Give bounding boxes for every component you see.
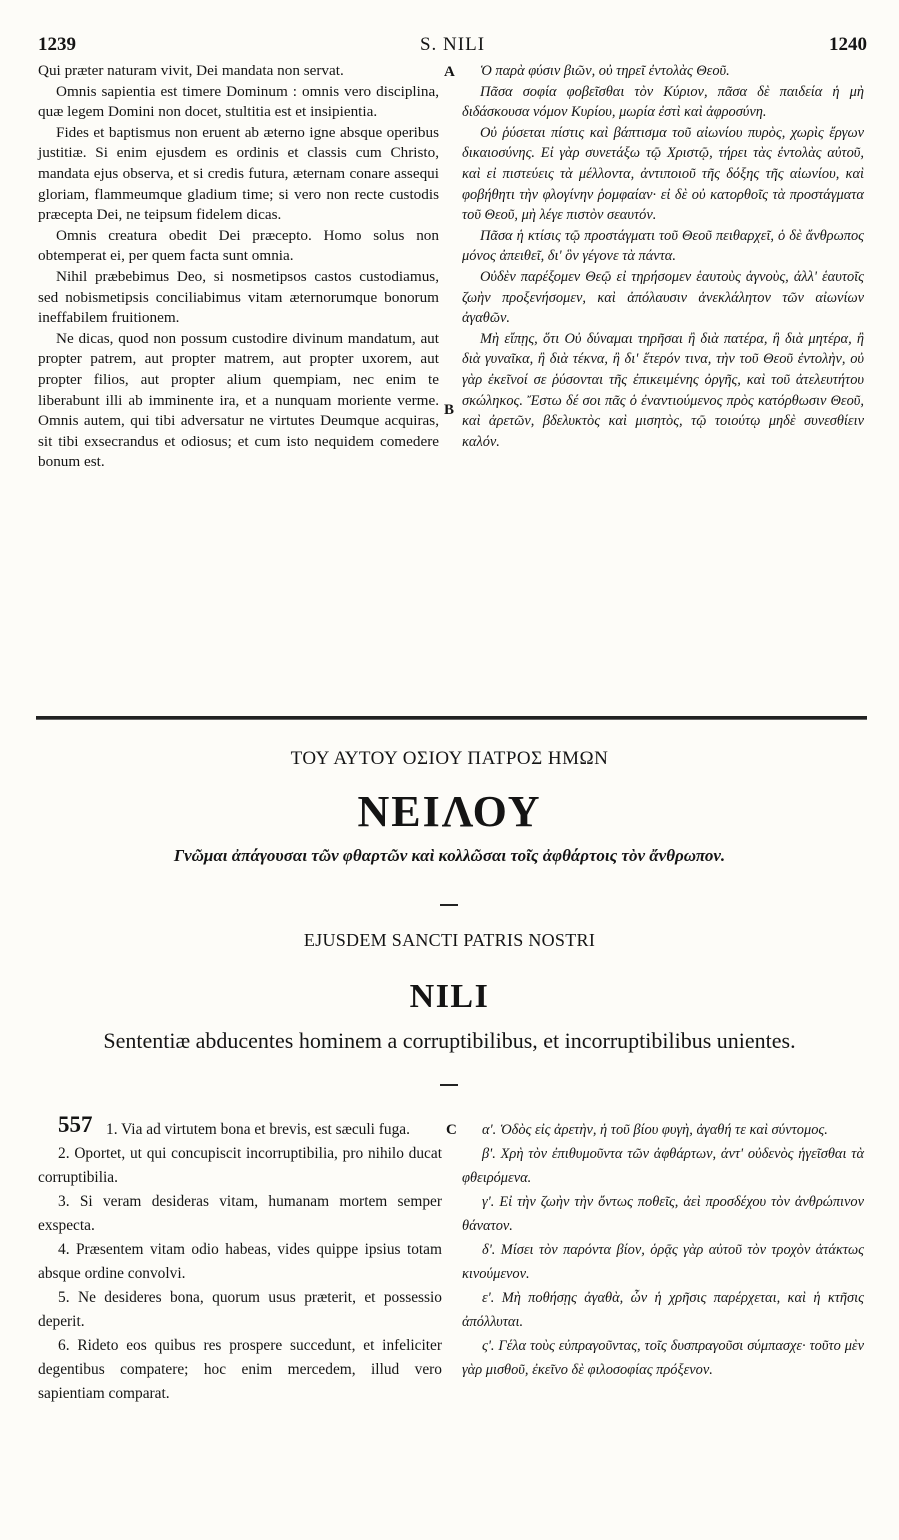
latin-sentence: 1. Via ad virtutem bona et brevis, est sæculi fuga. (106, 1121, 410, 1138)
greek-sentence: ς'. Γέλα τοὺς εὐπραγοῦντας, τοῖς δυσπραγοῦσι σύμπασχε· τοῦτο μὲν γὰρ μισθοῦ, ἐκεῖνο δὲ φιλοσοφίας πρόξενον. (462, 1338, 864, 1378)
latin-sentence: 3. Si veram desideras vitam, humanam mortem semper exspecta. (38, 1193, 442, 1234)
page-number-right: 1240 (829, 34, 867, 55)
greek-column-top (462, 61, 864, 452)
section-divider (36, 716, 867, 720)
running-header (38, 34, 867, 58)
latin-paragraph: Nihil præbebimus Deo, si nosmetipsos castos custodiamus, sed nobismetipsis conciliabimus vitam æternorumque bonorum ineffabilem fruitionem. (38, 267, 439, 327)
title-dash (440, 1084, 458, 1086)
greek-sentence: ε'. Μὴ ποθήσῃς ἀγαθὰ, ὧν ἡ χρῆσις παρέρχεται, καὶ ἡ κτῆσις ἀπόλλυται. (462, 1290, 864, 1330)
greek-sentences-column (462, 1118, 864, 1382)
greek-sentence: β'. Χρὴ τὸν ἐπιθυμοῦντα τῶν ἀφθάρτων, ἀντ' οὐδενὸς ἡγεῖσθαι τὰ φθειρόμενα. (462, 1146, 864, 1186)
page-number-left: 1239 (38, 34, 76, 55)
greek-paragraph: Οὐδὲν παρέξομεν Θεῷ εἰ τηρήσομεν ἑαυτοὺς ἁγνοὺς, ἀλλ' ἑαυτοῖς ζωὴν προξενήσομεν, καὶ ἀπόλαυσιν ἀνεκλάλητον τῶν αἰωνίων ἀγαθῶν. (462, 268, 864, 327)
greek-author-title: ΝΕΙΛΟΥ (357, 787, 542, 836)
latin-sentence: 2. Oportet, ut qui concupiscit incorruptibilia, pro nihilo ducat corruptibilia. (38, 1145, 442, 1186)
latin-sentences-column (38, 1118, 442, 1406)
greek-heading-line: ΤΟΥ ΑΥΤΟΥ ΟΣΙΟΥ ΠΑΤΡΟΣ ΗΜΩΝ (290, 748, 609, 769)
latin-author-title: NILI (409, 978, 490, 1015)
greek-paragraph: Πᾶσα σοφία φοβεῖσθαι τὸν Κύριον, πᾶσα δὲ παιδεία ἡ μὴ διδάσκουσα νόμον Κυρίου, μωρία ἐστὶ καὶ ἀφροσύνη. (462, 83, 864, 121)
greek-sentence: δ'. Μίσει τὸν παρόντα βίον, ὁρᾷς γὰρ αὐτοῦ τὸν τροχὸν ἀτάκτως κινούμενον. (462, 1242, 864, 1282)
greek-paragraph: Μὴ εἴπῃς, ὅτι Οὐ δύναμαι τηρῆσαι ἢ διὰ πατέρα, ἢ διὰ μητέρα, ἢ διὰ γυναῖκα, ἢ διὰ τέκνα, ἢ δι' ἕτερόν τινα, τὴν τοῦ Θεοῦ ἐντολὴν, οὐ γὰρ ἐκεῖνοί σε ῥύσονται τῆς ἐπικειμένης ὀργῆς, καὶ τοῦ ἀτελευτήτου σκώληκος. Ἔστω δέ σοι πᾶς ὁ ἐναντιούμενος πρὸς κατόρθωσιν Θεοῦ, καὶ ἀρετῶν, βδελυκτὸς καὶ μισητὸς, τῷ τοιούτῳ μηδὲ συνεσθίειν καλόν. (462, 330, 864, 450)
latin-subtitle: Sententiæ abducentes hominem a corruptibilibus, et incorruptibilibus unientes. (103, 1028, 796, 1053)
margin-marker-a: A (444, 64, 455, 80)
column-number: 557 (58, 1112, 93, 1137)
latin-paragraph: Fides et baptismus non eruent ab æterno igne absque operibus justitiæ. Si enim ejusdem es ordinis et classis cum Christo, mandata ejus observa, et si credis futura, æternam conare assequi gloriam, flammeumque gladium time; si vero non recte custodis præcepta Dei, ne teipsum fidelem dicas. (38, 123, 439, 224)
greek-paragraph: Πᾶσα ἡ κτίσις τῷ προστάγματι τοῦ Θεοῦ πειθαρχεῖ, ὁ δὲ ἄνθρωπος μόνος ἀπειθεῖ, δι' ὃν γέγονε τὰ πάντα. (462, 227, 864, 265)
title-dash (440, 904, 458, 906)
latin-paragraph: Qui præter naturam vivit, Dei mandata non servat. (38, 62, 344, 79)
greek-paragraph: Ὁ παρὰ φύσιν βιῶν, οὐ τηρεῖ ἐντολὰς Θεοῦ. (480, 63, 730, 79)
latin-column-top (38, 61, 439, 473)
greek-subtitle: Γνῶμαι ἀπάγουσαι τῶν φθαρτῶν καὶ κολλῶσαι τοῖς ἀφθάρτοις τὸν ἄνθρωπον. (173, 846, 726, 865)
greek-sentence: γ'. Εἰ τὴν ζωὴν τὴν ὄντως ποθεῖς, ἀεὶ προσδέχου τὸν ἀνθρώπινον θάνατον. (462, 1194, 864, 1234)
greek-sentence: α'. Ὁδὸς εἰς ἀρετὴν, ἡ τοῦ βίου φυγὴ, ἀγαθή τε καὶ σύντομος. (482, 1122, 828, 1138)
latin-sentence: 5. Ne desideres bona, quorum usus præterit, et possessio deperit. (38, 1289, 442, 1330)
running-title: S. NILI (419, 34, 486, 55)
latin-paragraph: Ne dicas, quod non possum custodire divinum mandatum, aut propter patrem, aut propter matrem, aut propter uxorem, aut propter filios, aut propter alium quempiam, nec enim te liberabunt illi ab imminente ira, et a nunquam moriente verme. Omnis autem, qui tibi adversatur ne virtutes Deumque acquiras, sit tibi exsecrandus et odiosus; et cum isto nequidem comedere bonum est. (38, 329, 439, 471)
margin-marker-c: C (446, 1122, 457, 1138)
latin-paragraph: Omnis creatura obedit Dei præcepto. Homo solus non obtemperat ei, per quem facta sunt omnia. (38, 226, 439, 265)
latin-paragraph: Omnis sapientia est timere Dominum : omnis vero disciplina, quæ legem Domini non docet, stultitia est et insipientia. (38, 82, 439, 121)
latin-sentence: 4. Præsentem vitam odio habeas, vides quippe ipsius totam absque ordine convolvi. (38, 1241, 442, 1282)
margin-marker-b: B (444, 402, 455, 418)
greek-paragraph: Οὐ ῥύσεται πίστις καὶ βάπτισμα τοῦ αἰωνίου πυρὸς, χωρὶς ἔργων δικαιοσύνης. Εἰ γὰρ συνετάξω τῷ Χριστῷ, τήρει τὰς ἐντολὰς αὐτοῦ, καὶ εἰ πιστεύεις τὰ μέλλοντα, ἀντιποιοῦ τῆς δόξης τῆς αἰωνίου, καὶ φοβήθητι τὴν φλογίνην ῥομφαίαν· εἰ δὲ οὐ κατορθοῖς τὰ προστάγματα τοῦ Θεοῦ, μὴ λέγε πιστὸν σεαυτόν. (462, 124, 864, 224)
latin-sentence: 6. Rideto eos quibus res prospere succedunt, et infeliciter degentibus compatere; hoc enim mercedem, illud vero sapientiam comparat. (38, 1337, 442, 1402)
latin-heading-line: EJUSDEM SANCTI PATRIS NOSTRI (303, 930, 596, 950)
